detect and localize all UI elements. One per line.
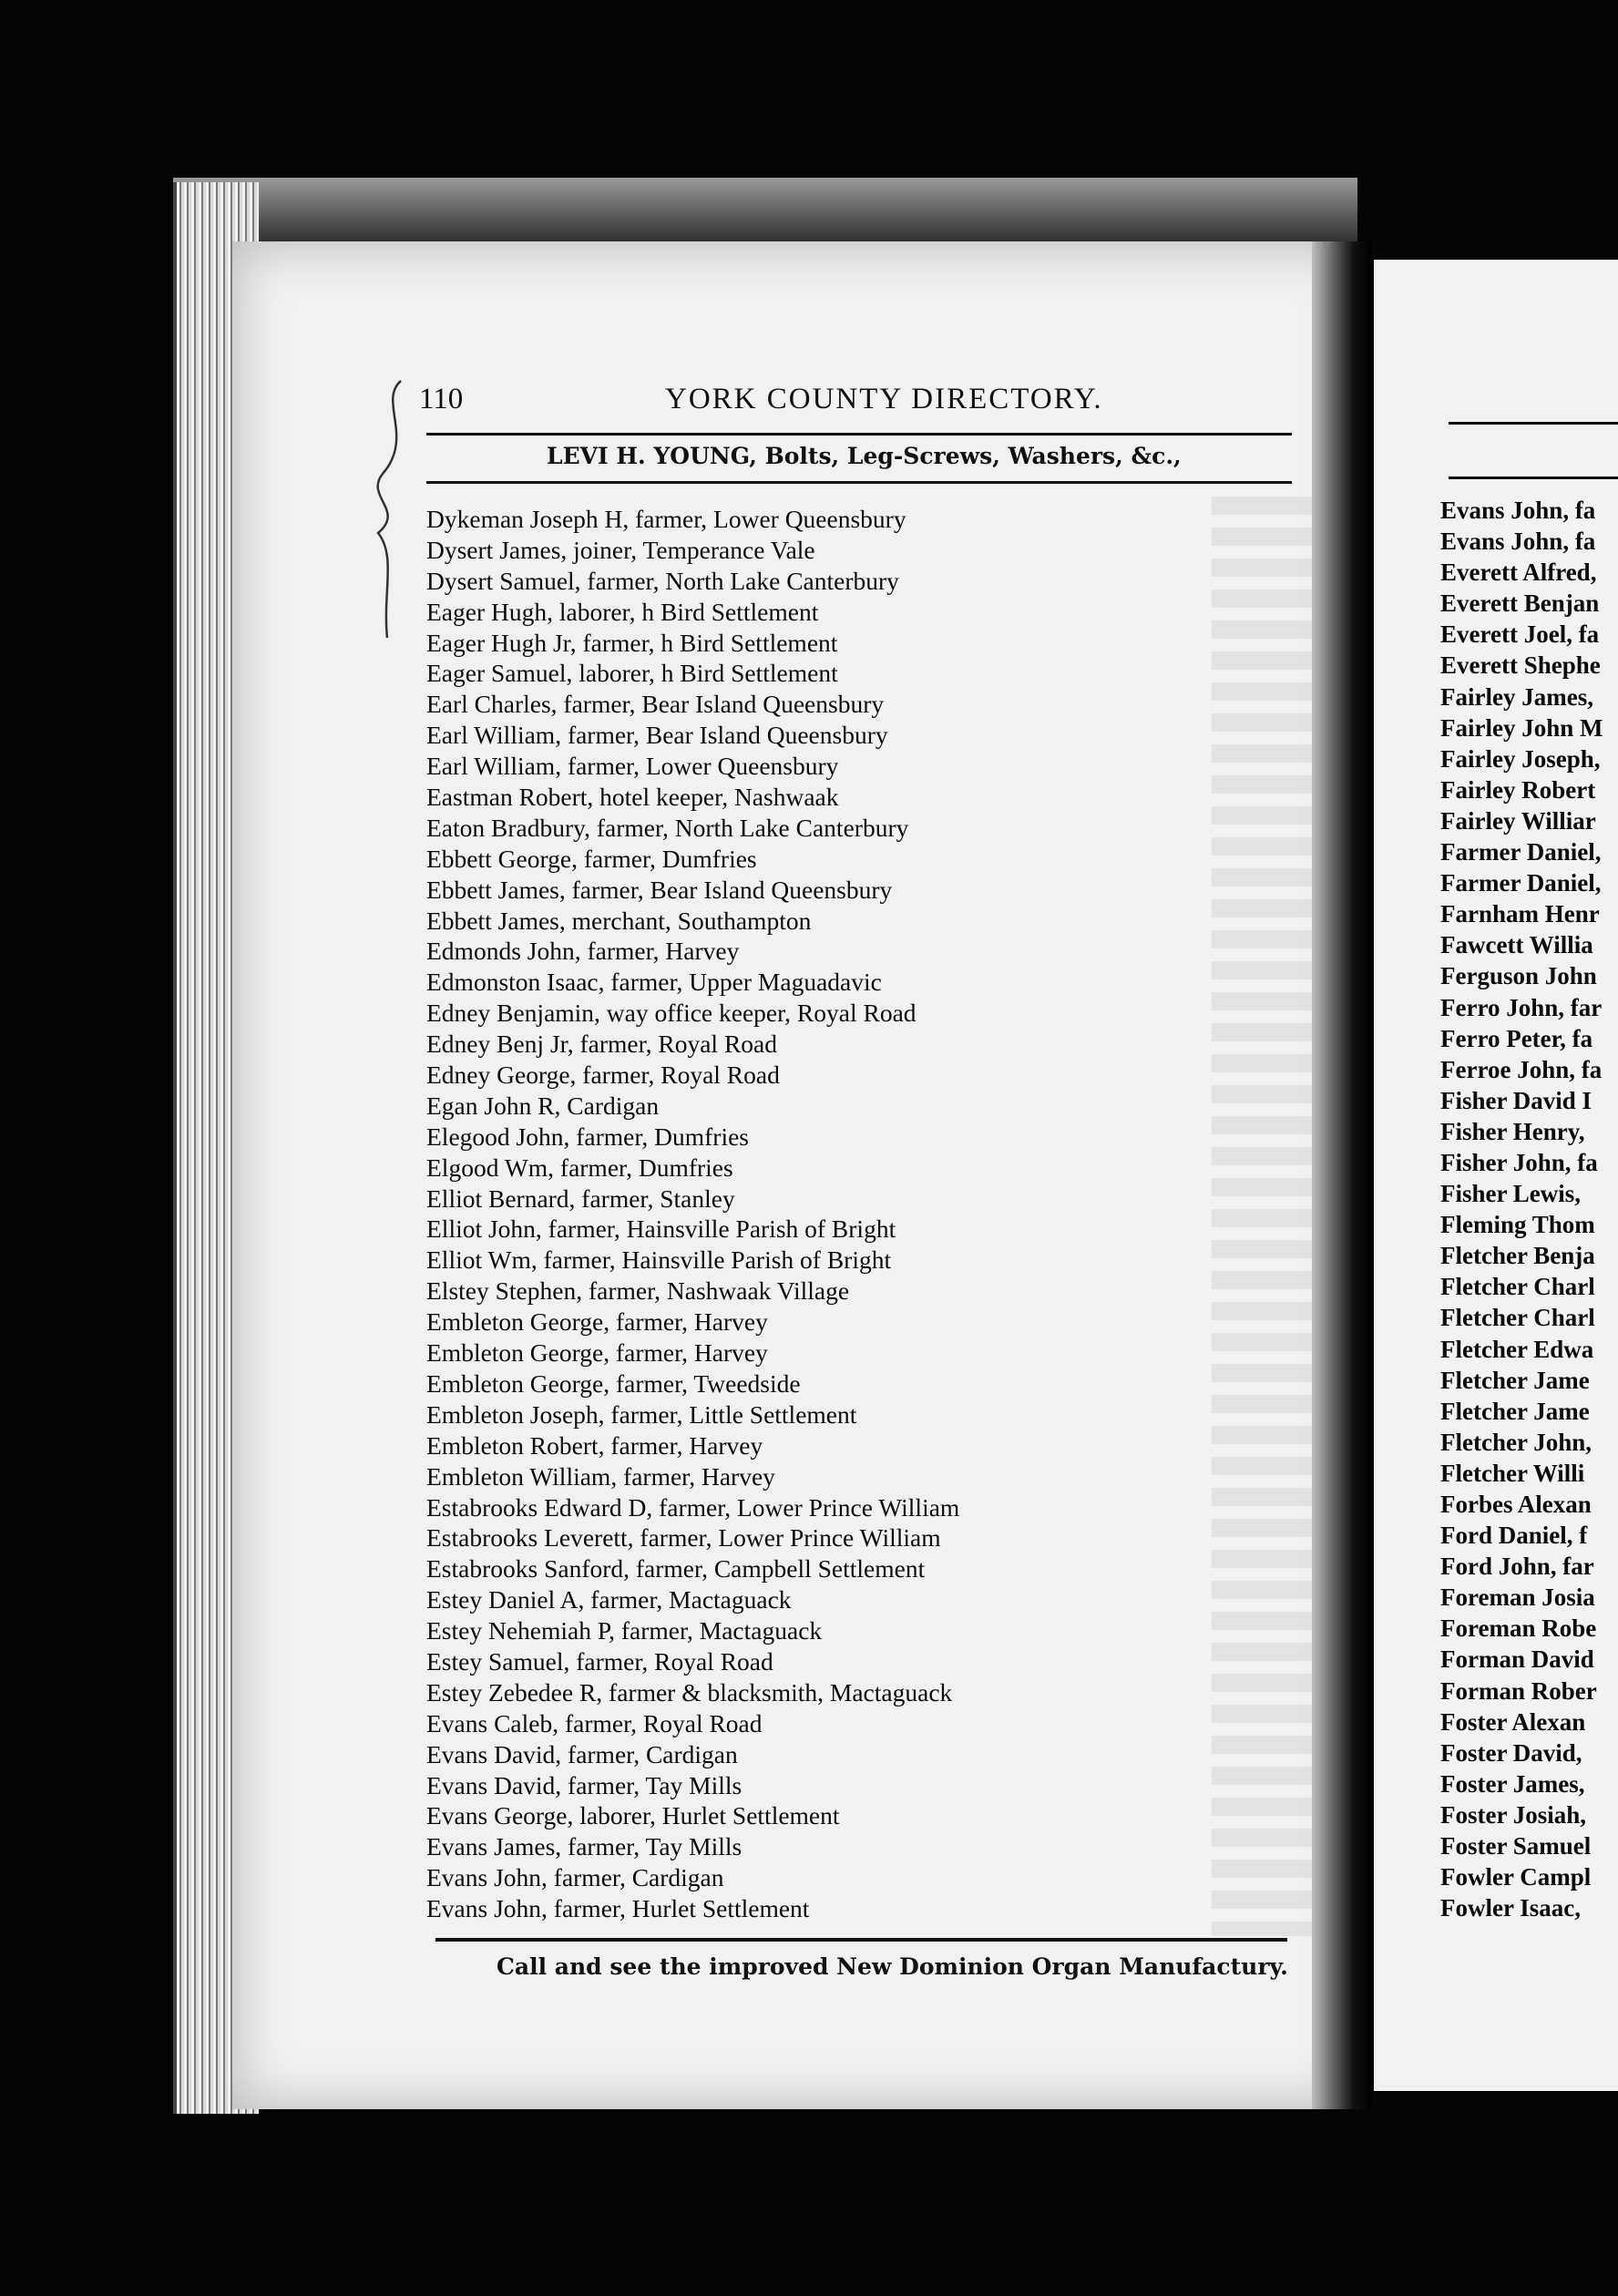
facing-entry: Forbes Alexan	[1440, 1491, 1592, 1518]
facing-page-entries	[1440, 495, 1603, 1923]
facing-entry: Forman Rober	[1440, 1676, 1597, 1705]
directory-entry: Elgood Wm, farmer, Dumfries	[426, 1153, 733, 1182]
facing-entry: Fisher Lewis,	[1440, 1180, 1581, 1208]
directory-entry: Dysert James, joiner, Temperance Vale	[426, 535, 815, 564]
facing-entry: Fisher Henry,	[1440, 1117, 1585, 1145]
directory-entry: Evans George, laborer, Hurlet Settlement	[426, 1801, 840, 1830]
facing-page-header-rule	[1449, 422, 1618, 425]
directory-entry: Earl William, farmer, Bear Island Queensbury	[426, 721, 888, 750]
facing-entry: Ford Daniel, f	[1440, 1522, 1588, 1550]
directory-entry: Ebbett George, farmer, Dumfries	[426, 844, 757, 873]
facing-entry: Ferro John, far	[1440, 993, 1603, 1021]
advert-rule	[426, 481, 1292, 484]
facing-entry: Fisher John, fa	[1440, 1148, 1598, 1176]
footer-rule	[435, 1938, 1287, 1942]
facing-entry: Fletcher John,	[1440, 1428, 1592, 1456]
running-title: YORK COUNTY DIRECTORY.	[665, 383, 1103, 415]
directory-entry: Evans John, farmer, Cardigan	[426, 1863, 724, 1892]
bottom-advertisement: Call and see the improved New Dominion Organ Manufactury.	[497, 1953, 1288, 1980]
directory-entry: Elliot Wm, farmer, Hainsville Parish of Bright	[426, 1245, 892, 1275]
directory-entry: Ebbett James, merchant, Southampton	[426, 906, 812, 935]
directory-entry: Edney George, farmer, Royal Road	[426, 1061, 780, 1090]
facing-entry: Farnham Henr	[1440, 900, 1600, 928]
directory-entry: Elliot Bernard, farmer, Stanley	[426, 1184, 735, 1213]
directory-entry: Edmonston Isaac, farmer, Upper Maguadavic	[426, 968, 882, 997]
directory-entry: Embleton Robert, farmer, Harvey	[426, 1430, 763, 1460]
facing-entry: Foster Josiah,	[1440, 1800, 1586, 1829]
facing-entry: Foster James,	[1440, 1769, 1585, 1798]
directory-entry: Dykeman Joseph H, farmer, Lower Queensbury	[426, 505, 906, 533]
directory-entry: Embleton Joseph, farmer, Little Settlement	[426, 1399, 857, 1429]
directory-entry: Evans James, farmer, Tay Mills	[426, 1832, 742, 1861]
directory-entry: Estey Daniel A, farmer, Mactaguack	[426, 1585, 792, 1614]
facing-entry: Fisher David I	[1440, 1086, 1592, 1114]
facing-entry: Fairley John M	[1440, 713, 1603, 742]
directory-entry: Embleton George, farmer, Tweedside	[426, 1368, 801, 1398]
directory-entry: Embleton George, farmer, Harvey	[426, 1338, 768, 1368]
facing-entry: Foster David,	[1440, 1738, 1582, 1767]
directory-entry: Embleton William, farmer, Harvey	[426, 1461, 775, 1491]
facing-entry: Everett Benjan	[1440, 589, 1600, 618]
facing-entry: Fowler Campl	[1440, 1863, 1592, 1891]
pencil-bracket-mark	[360, 374, 424, 647]
directory-entry: Earl William, farmer, Lower Queensbury	[426, 752, 839, 781]
header-rule	[426, 433, 1292, 436]
facing-entry: Foster Alexan	[1440, 1707, 1586, 1736]
facing-entry: Fletcher Jame	[1440, 1366, 1590, 1394]
facing-entry: Fletcher Willi	[1440, 1459, 1585, 1487]
facing-entry: Fletcher Jame	[1440, 1397, 1590, 1425]
directory-entry: Estabrooks Leverett, farmer, Lower Prince William	[426, 1523, 941, 1553]
directory-entry: Estabrooks Sanford, farmer, Campbell Settlement	[426, 1554, 926, 1584]
directory-entry: Eastman Robert, hotel keeper, Nashwaak	[426, 783, 839, 812]
facing-entry: Foreman Josia	[1440, 1584, 1595, 1612]
directory-entry: Edney Benj Jr, farmer, Royal Road	[426, 1030, 777, 1059]
directory-entry: Estey Zebedee R, farmer & blacksmith, Mactaguack	[426, 1677, 953, 1707]
facing-entry: Ferro Peter, fa	[1440, 1024, 1593, 1052]
page-header	[419, 383, 1285, 425]
directory-entry: Evans John, farmer, Hurlet Settlement	[426, 1894, 810, 1923]
book-gutter	[1312, 241, 1371, 2109]
page-number: 110	[419, 383, 464, 415]
facing-entry: Fletcher Charl	[1440, 1273, 1595, 1301]
facing-entry: Fairley Joseph,	[1440, 744, 1601, 773]
facing-entry: Fowler Isaac,	[1440, 1894, 1581, 1922]
facing-entry: Forman David	[1440, 1645, 1594, 1674]
facing-entry: Fleming Thom	[1440, 1211, 1595, 1239]
directory-entry: Evans David, farmer, Tay Mills	[426, 1770, 742, 1799]
facing-entry: Fairley Williar	[1440, 806, 1596, 835]
facing-entry: Everett Alfred,	[1440, 559, 1597, 587]
directory-entry: Eager Samuel, laborer, h Bird Settlement	[426, 659, 838, 688]
facing-entry: Farmer Daniel,	[1440, 869, 1602, 897]
directory-entry: Evans Caleb, farmer, Royal Road	[426, 1708, 763, 1737]
facing-entry: Fairley Robert	[1440, 775, 1596, 804]
directory-entry: Estey Samuel, farmer, Royal Road	[426, 1646, 773, 1676]
facing-entry: Fairley James,	[1440, 682, 1593, 711]
facing-entry: Ford John, far	[1440, 1553, 1594, 1581]
facing-entry: Evans John, fa	[1440, 497, 1596, 524]
facing-entry: Everett Joel, fa	[1440, 620, 1600, 649]
directory-entry: Eaton Bradbury, farmer, North Lake Canterbury	[426, 813, 909, 842]
facing-entry: Foster Samuel	[1440, 1832, 1592, 1860]
facing-entry: Fawcett Willia	[1440, 931, 1593, 959]
directory-entry: Eager Hugh, laborer, h Bird Settlement	[426, 597, 819, 626]
facing-entry: Ferroe John, fa	[1440, 1055, 1603, 1083]
directory-entry: Earl Charles, farmer, Bear Island Queensbury	[426, 690, 885, 719]
directory-entry: Edmonds John, farmer, Harvey	[426, 937, 740, 966]
facing-entry: Fletcher Benja	[1440, 1242, 1595, 1270]
directory-entry: Evans David, farmer, Cardigan	[426, 1739, 738, 1768]
directory-entry: Edney Benjamin, way office keeper, Royal Road	[426, 999, 917, 1028]
directory-entry: Estey Nehemiah P, farmer, Mactaguack	[426, 1616, 823, 1645]
directory-entry: Dysert Samuel, farmer, North Lake Canterbury	[426, 566, 899, 595]
directory-entries	[426, 504, 1301, 1924]
directory-entry: Elstey Stephen, farmer, Nashwaak Village	[426, 1276, 850, 1306]
facing-entry: Evans John, fa	[1440, 528, 1596, 556]
facing-entry: Ferguson John	[1440, 962, 1597, 990]
facing-entry: Fletcher Edwa	[1440, 1335, 1594, 1363]
directory-entry: Embleton George, farmer, Harvey	[426, 1307, 768, 1337]
directory-entry: Ebbett James, farmer, Bear Island Queensbury	[426, 875, 893, 904]
facing-entry: Fletcher Charl	[1440, 1304, 1595, 1332]
facing-entry: Everett Shephe	[1440, 651, 1601, 680]
facing-entry: Foreman Robe	[1440, 1614, 1597, 1643]
directory-entry: Eager Hugh Jr, farmer, h Bird Settlement	[426, 628, 838, 657]
directory-entry: Egan John R, Cardigan	[426, 1091, 660, 1120]
book-top-shadow	[173, 178, 1357, 246]
facing-page-advert-rule	[1449, 477, 1618, 479]
top-advertisement: LEVI H. YOUNG, Bolts, Leg-Screws, Washers, &c.,	[547, 443, 1182, 469]
directory-entry: Elliot John, farmer, Hainsville Parish of Bright	[426, 1215, 896, 1244]
directory-entry: Elegood John, farmer, Dumfries	[426, 1122, 750, 1151]
directory-entry: Estabrooks Edward D, farmer, Lower Prince William	[426, 1492, 960, 1522]
facing-entry: Farmer Daniel,	[1440, 838, 1602, 866]
